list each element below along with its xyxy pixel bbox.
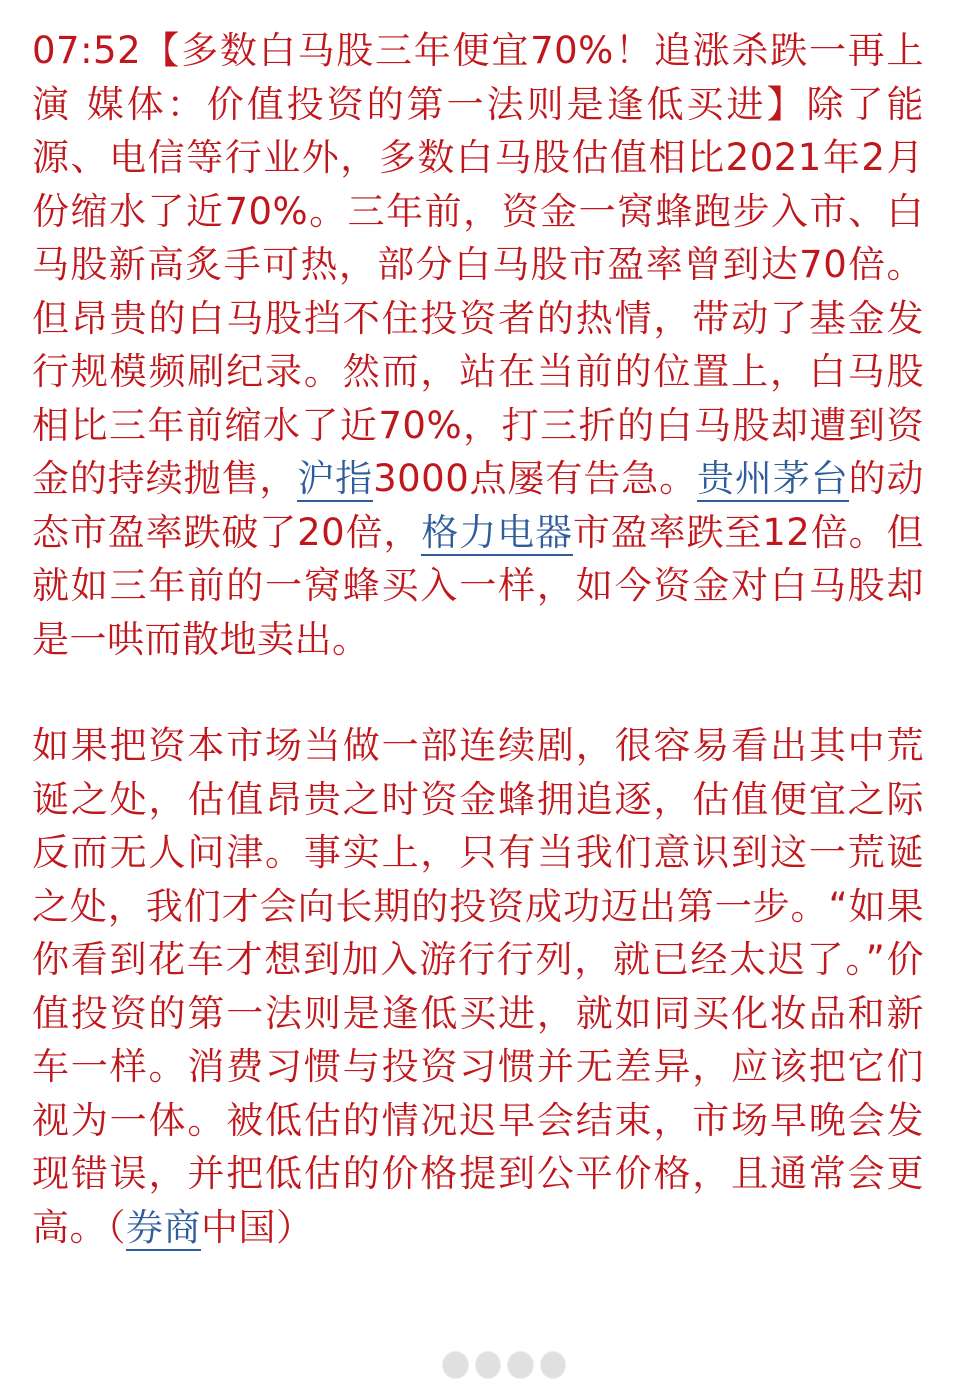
paragraph-gap bbox=[32, 666, 924, 719]
watermark-dot-icon bbox=[507, 1351, 534, 1379]
article-body bbox=[32, 24, 924, 1254]
paragraph-1 bbox=[32, 24, 924, 666]
text-segment: 市盈率跌至12倍。但就如三年前的一窝蜂买入一样，如今资金对白马股却是一哄而散地卖出。 bbox=[32, 510, 924, 661]
text-segment: 3000点屡有告急。 bbox=[373, 457, 698, 500]
watermark-dot-icon bbox=[475, 1351, 502, 1379]
text-segment: 如果把资本市场当做一部连续剧，很容易看出其中荒诞之处，估值昂贵之时资金蜂拥追逐，估值便宜之际反而无人问津。事实上，只有当我们意识到这一荒诞之处，我们才会向长期的投资成功迈出第一步。“如果你看到花车才想到加入游行行列，就已经太迟了。”价值投资的第一法则是逢低买进，就如同买化妆品和新车一样。消费习惯与投资习惯并无差异，应该把它们视为一体。被低估的情况迟早会结束，市场早晚会发现错误，并把低估的价格提到公平价格，且通常会更高。（ bbox=[32, 724, 924, 1249]
topic-link-brokerage[interactable]: 券商 bbox=[126, 1205, 201, 1249]
stock-link-gree-electric[interactable]: 格力电器 bbox=[421, 510, 573, 554]
text-segment: 的动态市盈率跌破了20倍， bbox=[32, 457, 925, 554]
paragraph-2 bbox=[32, 719, 924, 1254]
text-segment: 中国） bbox=[201, 1205, 314, 1249]
stock-link-kweichow-moutai[interactable]: 贵州茅台 bbox=[697, 457, 849, 500]
watermark bbox=[442, 1350, 566, 1380]
stock-link-shanghai-index[interactable]: 沪指 bbox=[297, 457, 374, 500]
text-segment: 07:52【多数白马股三年便宜70%！追涨杀跌一再上演 媒体：价值投资的第一法则是逢低买进】除了能源、电信等行业外，多数白马股估值相比2021年2月份缩水了近70%。三年前，资金一窝蜂跑步入市、白马股新高炙手可热，部分白马股市盈率曾到达70倍。但昂贵的白马股挡不住投资者的热情，带动了基金发行规模频刷纪录。然而，站在当前的位置上，白马股相比三年前缩水了近70%，打三折的白马股却遭到资金的持续抛售， bbox=[32, 29, 924, 500]
watermark-dot-icon bbox=[442, 1351, 469, 1379]
watermark-dot-icon bbox=[540, 1351, 567, 1379]
